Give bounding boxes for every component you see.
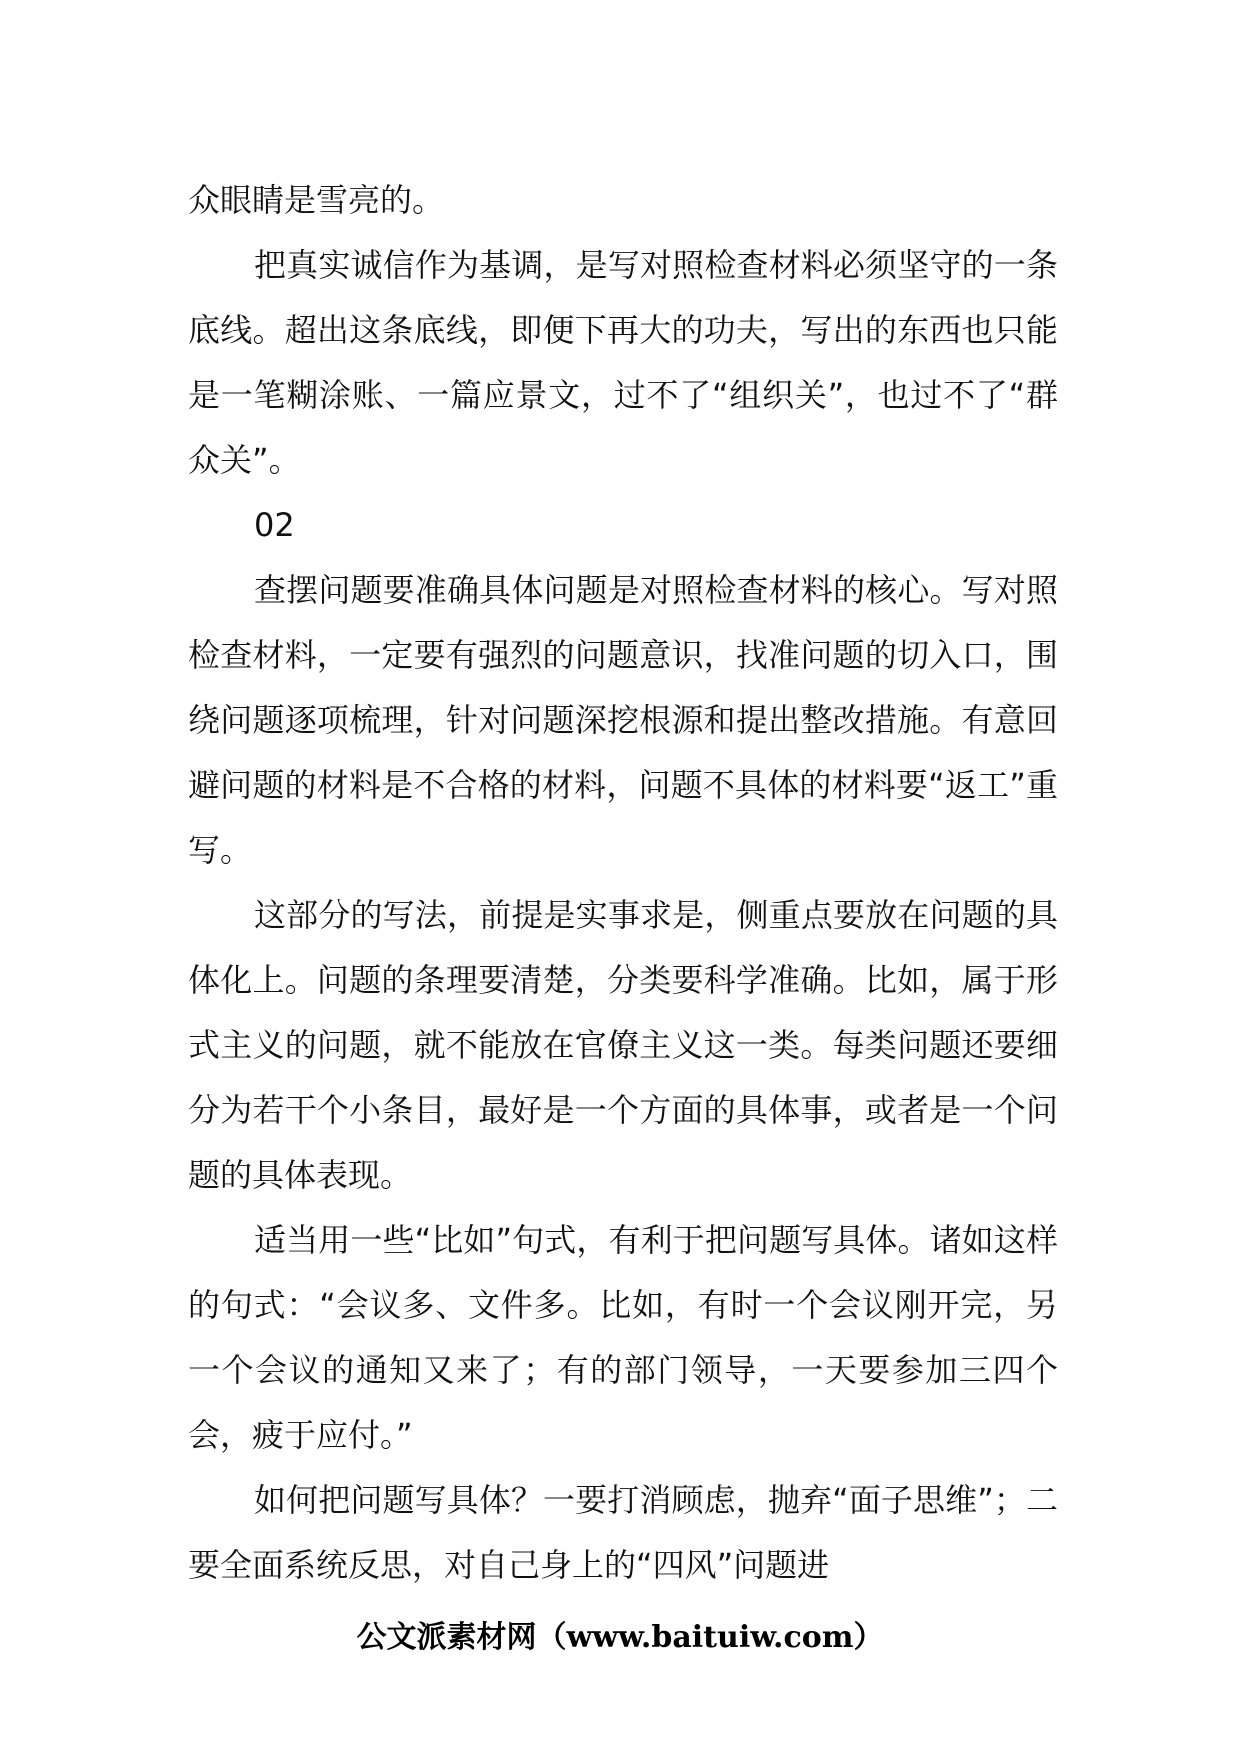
- paragraph-writing-method: 这部分的写法，前提是实事求是，侧重点要放在问题的具体化上。问题的条理要清楚，分类要科学准确。比如，属于形式主义的问题，就不能放在官僚主义这一类。每类问题还要细分为若干个小条目，最好是一个方面的具体事，或者是一个问题的具体表现。: [188, 896, 1058, 1194]
- paragraph-baseline: 把真实诚信作为基调，是写对照检查材料必须坚守的一条底线。超出这条底线，即便下再大的功夫，写出的东西也只能是一笔糊涂账、一篇应景文，过不了“组织关”，也过不了“群众关”。: [188, 246, 1058, 479]
- page-footer-watermark: 公文派素材网（www.baituiw.com）: [356, 1620, 884, 1655]
- document-body: [188, 168, 1058, 1598]
- paragraph-example-sentence: 适当用一些“比如”句式，有利于把问题写具体。诸如这样的句式：“会议多、文件多。比如，有时一个会议刚开完，另一个会议的通知又来了；有的部门领导，一天要参加三四个会，疲于应付。”: [188, 1221, 1058, 1454]
- paragraph-problem-core: 查摆问题要准确具体问题是对照检查材料的核心。写对照检查材料，一定要有强烈的问题意识，找准问题的切入口，围绕问题逐项梳理，针对问题深挖根源和提出整改措施。有意回避问题的材料是不合格的材料，问题不具体的材料要“返工”重写。: [188, 571, 1058, 869]
- paragraph-continuation: 众眼睛是雪亮的。: [188, 181, 445, 219]
- section-number: 02: [254, 506, 295, 544]
- paragraph-how-to-be-specific: 如何把问题写具体？一要打消顾虑，抛弃“面子思维”；二要全面系统反思，对自己身上的“四风”问题进: [188, 1481, 1058, 1584]
